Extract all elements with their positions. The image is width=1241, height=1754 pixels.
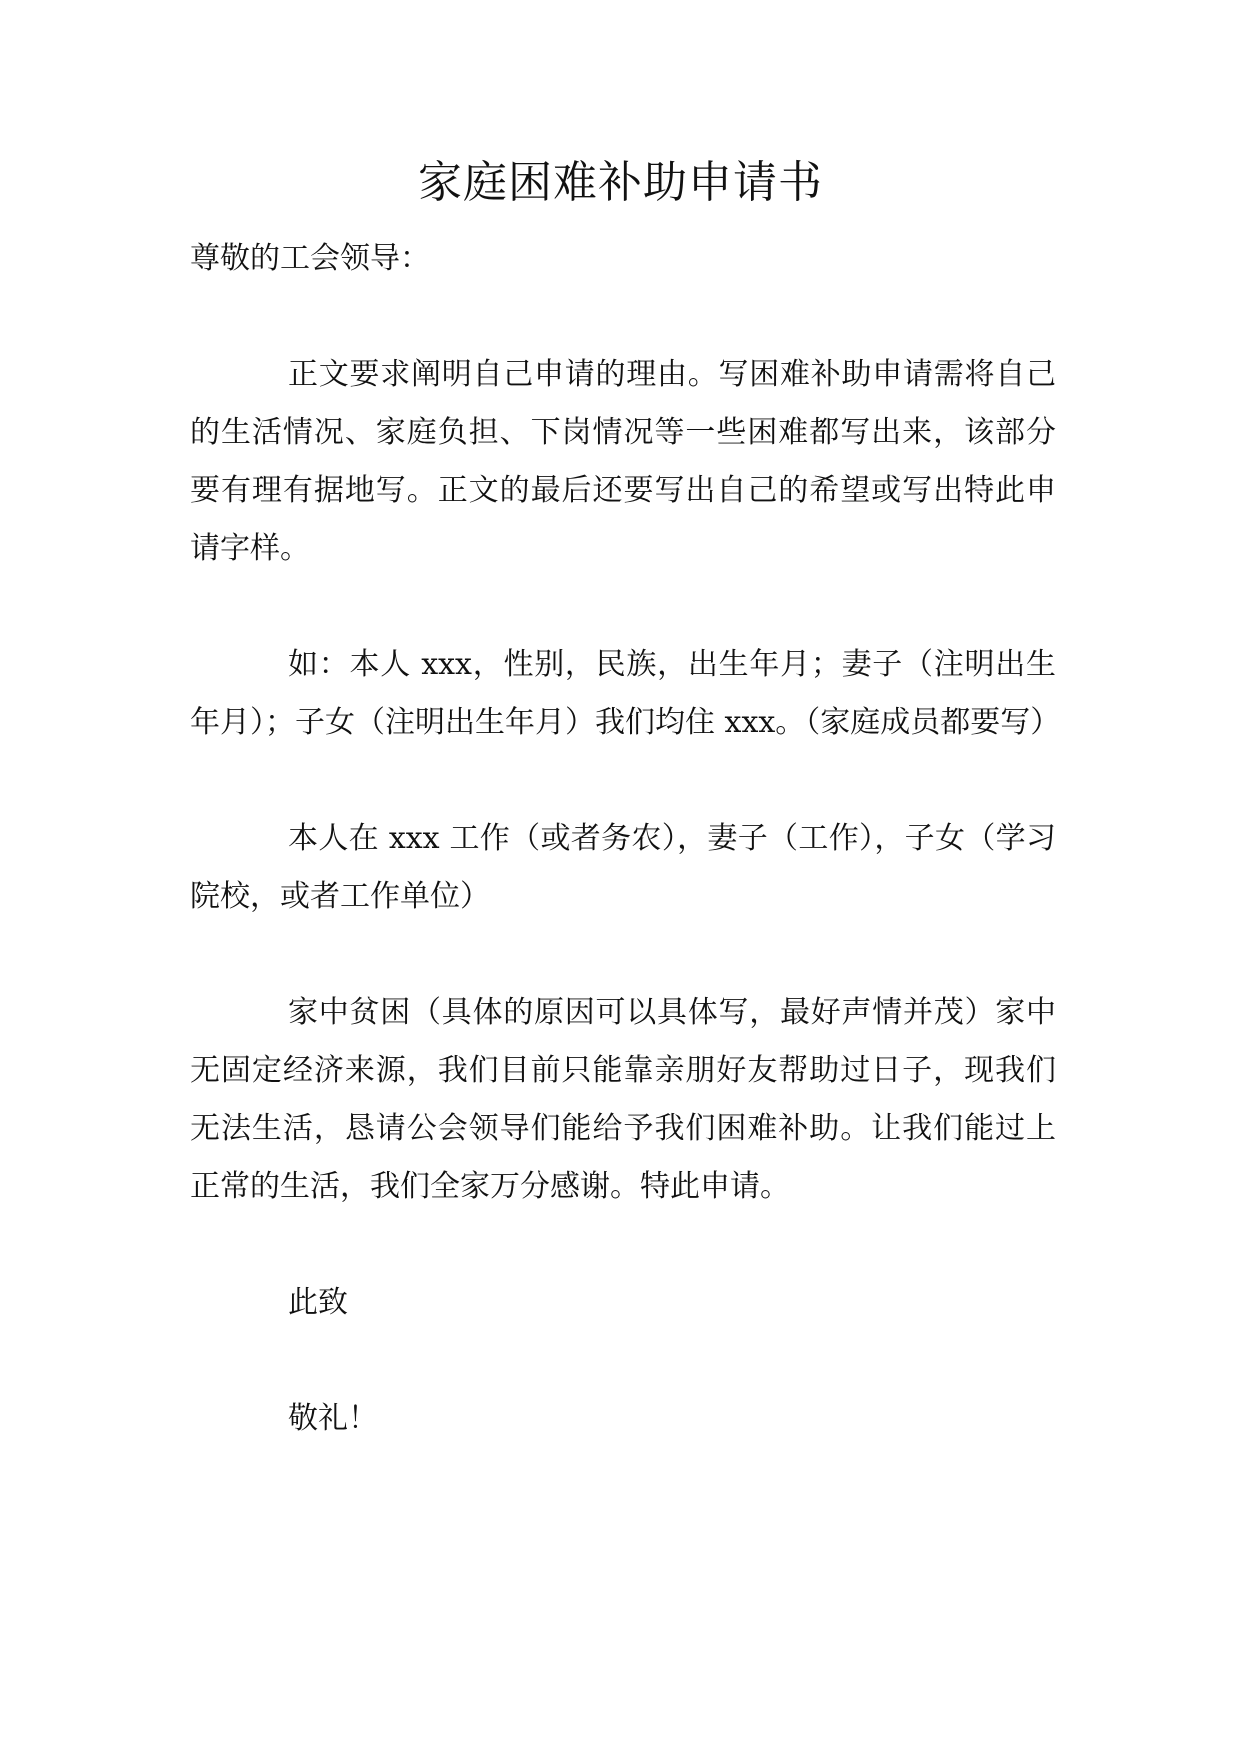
paragraph-reason: 正文要求阐明自己申请的理由。写困难补助申请需将自己的生活情况、家庭负担、下岗情况等一些困难都写出来，该部分要有理有据地写。正文的最后还要写出自己的希望或写出特此申请字样。 [190,357,1056,566]
salutation: 尊敬的工会领导： [190,241,430,276]
closing-line-2: 敬礼！ [288,1401,378,1436]
paragraph-personal-info: 如：本人 xxx，性别，民族，出生年月；妻子（注明出生年月）；子女（注明出生年月）我们均住 xxx。（家庭成员都要写） [190,647,1061,740]
document-title: 家庭困难补助申请书 [418,157,823,208]
paragraph-hardship: 家中贫困（具体的原因可以具体写，最好声情并茂）家中无固定经济来源，我们目前只能靠亲朋好友帮助过日子，现我们无法生活，恳请公会领导们能给予我们困难补助。让我们能过上正常的生活，我们全家万分感谢。特此申请。 [190,995,1056,1204]
closing-line-1: 此致 [288,1285,348,1320]
document-body [190,230,1061,1506]
paragraph-work-info: 本人在 xxx 工作（或者务农），妻子（工作），子女（学习院校，或者工作单位） [190,821,1056,914]
